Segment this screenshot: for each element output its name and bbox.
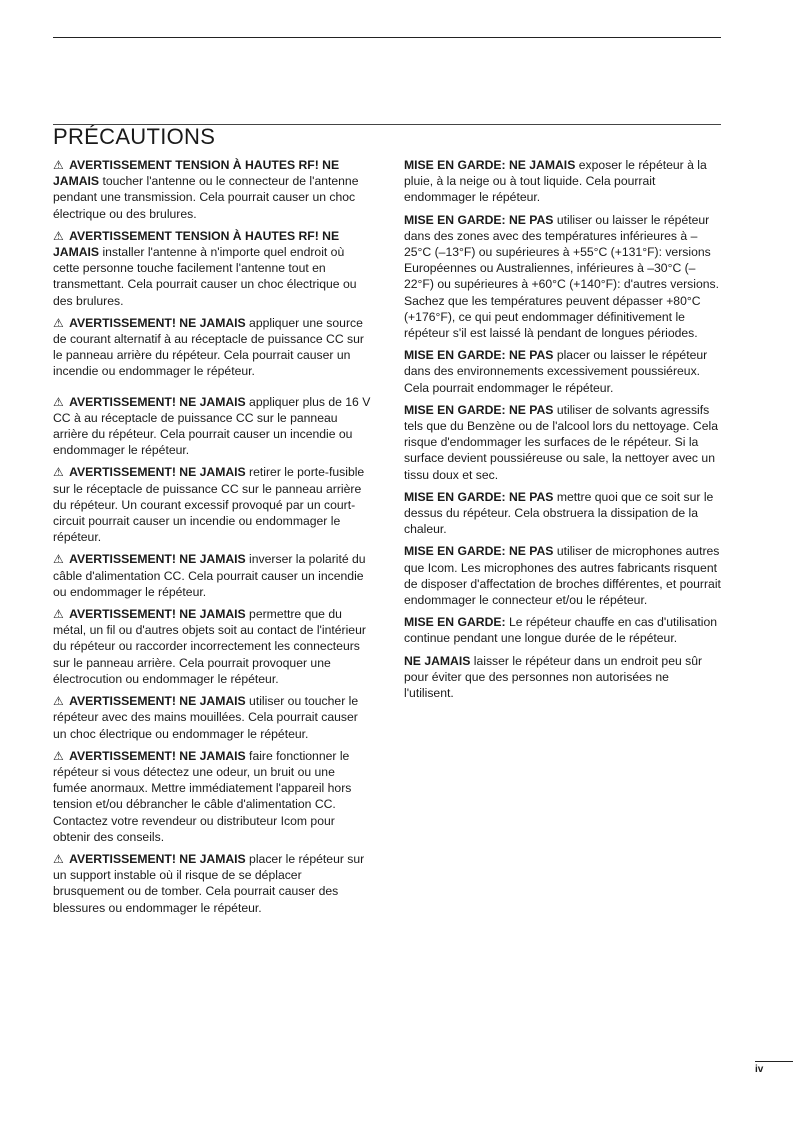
item-lead: MISE EN GARDE: NE PAS bbox=[404, 489, 554, 504]
item-text: utiliser ou laisser le répéteur dans des zones avec des températures inférieures à –25°C (–13°F) ou supérieures à +55°C (+131°F): versions Européennes ou Australiennes, inférieures à –30°C (–22°F) ou supérieures à +60°C (+140°F): d'autres versions. Sachez que les températures peuvent dépasser +80°C (+176°F), ce qui peut endommager définitivement le répéteur s'il est laissé là pendant de longues périodes. bbox=[404, 212, 720, 341]
warning-triangle-icon: ⚠ bbox=[53, 228, 64, 243]
item-lead: NE JAMAIS bbox=[404, 653, 471, 668]
item-lead: MISE EN GARDE: bbox=[404, 615, 506, 630]
warning-triangle-icon: ⚠ bbox=[53, 694, 64, 709]
left-column bbox=[53, 157, 371, 922]
item-lead: MISE EN GARDE: NE JAMAIS bbox=[404, 158, 576, 172]
item-lead: AVERTISSEMENT! NE JAMAIS bbox=[69, 394, 246, 409]
item-lead: AVERTISSEMENT TENSION À HAUTES RF! NE JAMAIS bbox=[53, 158, 340, 189]
item-text: appliquer plus de 16 V CC à au réceptacle de puissance CC sur le panneau arrière du répéteur. Cela pourrait causer un incendie ou endommager le répéteur. bbox=[53, 394, 371, 458]
item-lead: AVERTISSEMENT! NE JAMAIS bbox=[69, 694, 246, 709]
item-text: placer ou laisser le répéteur dans des environnements excessivement poussiéreux. Cela pourrait endommager le répéteur. bbox=[404, 348, 708, 395]
item-lead: MISE EN GARDE: NE PAS bbox=[404, 402, 554, 417]
warning-triangle-icon: ⚠ bbox=[53, 748, 64, 763]
warning-item bbox=[53, 748, 371, 845]
item-text: inverser la polarité du câble d'alimentation CC. Cela pourrait causer un incendie ou endommager le répéteur. bbox=[53, 552, 366, 599]
page-number: iv bbox=[755, 1064, 764, 1075]
item-lead: MISE EN GARDE: NE PAS bbox=[404, 544, 554, 559]
warning-item bbox=[53, 606, 371, 687]
item-text: utiliser de microphones autres que Icom. Les microphones des autres fabricants risquent de disposer d'affectation de broches différentes, et pourrait endommager le connecteur et/ou le répéteur. bbox=[404, 544, 721, 608]
item-text: installer l'antenne à n'importe quel endroit où cette personne touche facilement l'antenne tout en transmettant. Cela pourrait causer un choc électrique ou des brulures. bbox=[53, 245, 357, 308]
item-lead: AVERTISSEMENT! NE JAMAIS bbox=[69, 607, 246, 622]
item-lead: AVERTISSEMENT! NE JAMAIS bbox=[69, 748, 246, 763]
warning-item bbox=[53, 315, 371, 380]
item-lead: AVERTISSEMENT! NE JAMAIS bbox=[69, 851, 246, 866]
item-lead: AVERTISSEMENT! NE JAMAIS bbox=[69, 315, 246, 330]
warning-item bbox=[53, 464, 371, 545]
item-text: placer le répéteur sur un support instable où il risque de se déplacer brusquement ou de tomber. Cela pourrait causer des blessures ou endommager le répéteur. bbox=[53, 851, 365, 915]
item-lead: AVERTISSEMENT TENSION À HAUTES RF! NE JAMAIS bbox=[53, 228, 340, 260]
warning-triangle-icon: ⚠ bbox=[53, 158, 64, 172]
item-lead: AVERTISSEMENT! NE JAMAIS bbox=[69, 465, 246, 480]
caution-item bbox=[404, 212, 721, 342]
right-column bbox=[404, 157, 721, 707]
title-rule bbox=[53, 124, 721, 125]
item-text: faire fonctionner le répéteur si vous détectez une odeur, un bruit ou une fumée anormaux. Mettre immédiatement l'appareil hors tension et/ou débrancher le câble d'alimentation CC. Contactez votre revendeur ou distributeur Icom pour obtenir des conseils. bbox=[53, 748, 352, 844]
item-text: exposer le répéteur à la pluie, à la neige ou à tout liquide. Cela pourrait endommager le répéteur. bbox=[404, 158, 707, 205]
warning-item bbox=[53, 394, 371, 459]
warning-triangle-icon: ⚠ bbox=[53, 607, 64, 622]
item-text: Le répéteur chauffe en cas d'utilisation continue pendant une longue durée de le répéteur. bbox=[404, 615, 718, 646]
item-lead: MISE EN GARDE: NE PAS bbox=[404, 348, 554, 363]
warning-item bbox=[53, 551, 371, 600]
item-text: mettre quoi que ce soit sur le dessus du répéteur. Cela obstruera la dissipation de la chaleur. bbox=[404, 489, 714, 537]
item-text: toucher l'antenne ou le connecteur de l'antenne pendant une transmission. Cela pourrait causer un choc électrique ou des brulures. bbox=[53, 174, 359, 221]
item-text: laisser le répéteur dans un endroit peu sûr pour éviter que des personnes non autorisées ne l'utilisent. bbox=[404, 653, 703, 701]
caution-item bbox=[404, 653, 721, 702]
warning-triangle-icon: ⚠ bbox=[53, 851, 64, 866]
item-text: permettre que du métal, un fil ou d'autres objets soit au contact de l'intérieur du répéteur ou raccorder incorrectement les connecteurs sur le panneau arrière. Cela pourrait provoquer une électrocution ou endommager le répéteur. bbox=[53, 607, 366, 686]
item-text: retirer le porte-fusible sur le réceptacle de puissance CC sur le panneau arrière du répéteur. Un courant excessif provoqué par un court-circuit pourrait causer un incendie ou endommager le répéteur. bbox=[53, 465, 365, 545]
caution-item bbox=[404, 402, 721, 483]
page-number-rule bbox=[755, 1061, 793, 1062]
warning-item bbox=[53, 228, 371, 309]
page-title: PRÉCAUTIONS bbox=[53, 124, 216, 149]
warning-triangle-icon: ⚠ bbox=[53, 465, 64, 480]
warning-triangle-icon: ⚠ bbox=[53, 315, 64, 330]
item-text: utiliser de solvants agressifs tels que du Benzène ou de l'alcool lors du nettoyage. Cela risque d'endommager les surfaces de le répéteur. Si la surface devient poussiéreuse ou sale, la nettoyer avec un tissu doux et sec. bbox=[404, 402, 719, 482]
caution-item bbox=[404, 489, 721, 538]
item-lead: AVERTISSEMENT! NE JAMAIS bbox=[69, 552, 246, 567]
caution-item bbox=[404, 157, 721, 206]
warning-item bbox=[53, 157, 371, 222]
caution-item bbox=[404, 614, 721, 646]
warning-triangle-icon: ⚠ bbox=[53, 394, 64, 409]
item-lead: MISE EN GARDE: NE PAS bbox=[404, 212, 554, 227]
item-text: utiliser ou toucher le répéteur avec des mains mouillées. Cela pourrait causer un choc électrique ou endommager le répéteur. bbox=[53, 694, 359, 741]
warning-item bbox=[53, 851, 371, 916]
header-rule bbox=[53, 37, 721, 38]
caution-item bbox=[404, 347, 721, 396]
warning-item bbox=[53, 693, 371, 742]
caution-item bbox=[404, 543, 721, 608]
warning-triangle-icon: ⚠ bbox=[53, 552, 64, 567]
item-text: appliquer une source de courant alternatif à au réceptacle de puissance CC sur le panneau arrière du répéteur. Cela pourrait causer un incendie ou endommager le répéteur. bbox=[53, 315, 364, 379]
